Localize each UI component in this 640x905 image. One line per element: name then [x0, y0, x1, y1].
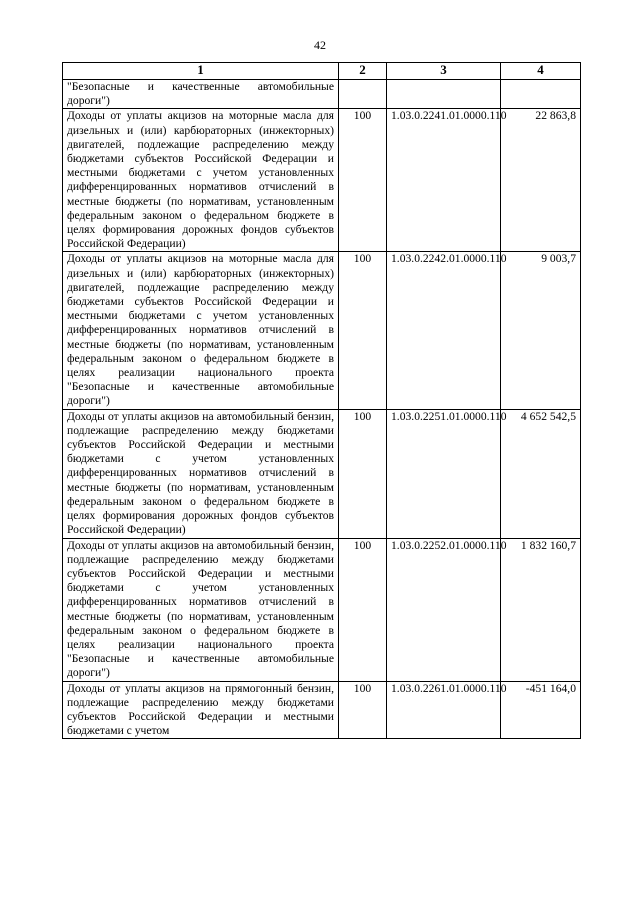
row-description: Доходы от уплаты акцизов на прямогонный бензин, подлежащие распределению между бюджетами субъектов Российской Федерации и местными бюджетами с учетом — [63, 681, 339, 739]
table-row — [63, 409, 581, 538]
row-amount — [501, 538, 581, 681]
column-header-4: 4 — [501, 63, 581, 80]
row-amount-value: 9 003,7 — [541, 252, 576, 266]
page-number: 42 — [314, 38, 326, 52]
row-budget-code: 1.03.0.2242.01.0000.110 — [387, 252, 501, 409]
row-budget-code: 1.03.0.2261.01.0000.110 — [387, 681, 501, 739]
column-header-3: 3 — [387, 63, 501, 80]
row-amount — [501, 109, 581, 252]
row-description: Доходы от уплаты акцизов на автомобильный бензин, подлежащие распределению между бюджетами субъектов Российской Федерации и местными бюджетами с учетом установленных дифференцированных нормативов отчислений в местные бюджеты (по нормативам, установленным федеральным законом о федеральном бюджете в целях формирования дорожных фондов субъектов Российской Федерации) — [63, 409, 339, 538]
row-amount-value: 22 863,8 — [535, 109, 576, 123]
row-description: Доходы от уплаты акцизов на моторные масла для дизельных и (или) карбюраторных (инжекторных) двигателей, подлежащие распределению между бюджетами субъектов Российской Федерации и местными бюджетами с учетом установленных дифференцированных нормативов отчислений в местные бюджеты (по нормативам, установленным федеральным законом о федеральном бюджете в целях формирования дорожных фондов субъектов Российской Федерации) — [63, 109, 339, 252]
row-amount-value: 1 832 160,7 — [520, 538, 576, 552]
row-budget-code: 1.03.0.2241.01.0000.110 — [387, 109, 501, 252]
row-budget-code: 1.03.0.2252.01.0000.110 — [387, 538, 501, 681]
table-row — [63, 80, 581, 109]
table-row — [63, 109, 581, 252]
column-header-1: 1 — [63, 63, 339, 80]
row-admin-code: 100 — [339, 681, 387, 739]
column-header-2: 2 — [339, 63, 387, 80]
row-admin-code — [339, 80, 387, 109]
row-amount — [501, 681, 581, 739]
row-description: Доходы от уплаты акцизов на моторные масла для дизельных и (или) карбюраторных (инжекторных) двигателей, подлежащие распределению между бюджетами субъектов Российской Федерации и местными бюджетами с учетом установленных дифференцированных нормативов отчислений в местные бюджеты (по нормативам, установленным федеральным законом о федеральном бюджете в целях реализации национального проекта "Безопасные и качественные автомобильные дороги") — [63, 252, 339, 409]
row-admin-code: 100 — [339, 109, 387, 252]
row-amount — [501, 252, 581, 409]
row-admin-code: 100 — [339, 252, 387, 409]
row-amount-value: 4 652 542,5 — [520, 409, 576, 423]
row-admin-code: 100 — [339, 409, 387, 538]
row-amount — [501, 80, 581, 109]
row-budget-code — [387, 80, 501, 109]
budget-table — [62, 62, 581, 739]
table-row — [63, 538, 581, 681]
row-description: "Безопасные и качественные автомобильные дороги") — [63, 80, 339, 109]
row-amount — [501, 409, 581, 538]
table-row — [63, 252, 581, 409]
row-admin-code: 100 — [339, 538, 387, 681]
row-budget-code: 1.03.0.2251.01.0000.110 — [387, 409, 501, 538]
row-description: Доходы от уплаты акцизов на автомобильный бензин, подлежащие распределению между бюджетами субъектов Российской Федерации и местными бюджетами с учетом установленных дифференцированных нормативов отчислений в местные бюджеты (по нормативам, установленным федеральным законом о федеральном бюджете в целях реализации национального проекта "Безопасные и качественные автомобильные дороги") — [63, 538, 339, 681]
table-row — [63, 681, 581, 739]
row-amount-value: -451 164,0 — [525, 681, 576, 695]
table-header-row — [63, 63, 581, 80]
